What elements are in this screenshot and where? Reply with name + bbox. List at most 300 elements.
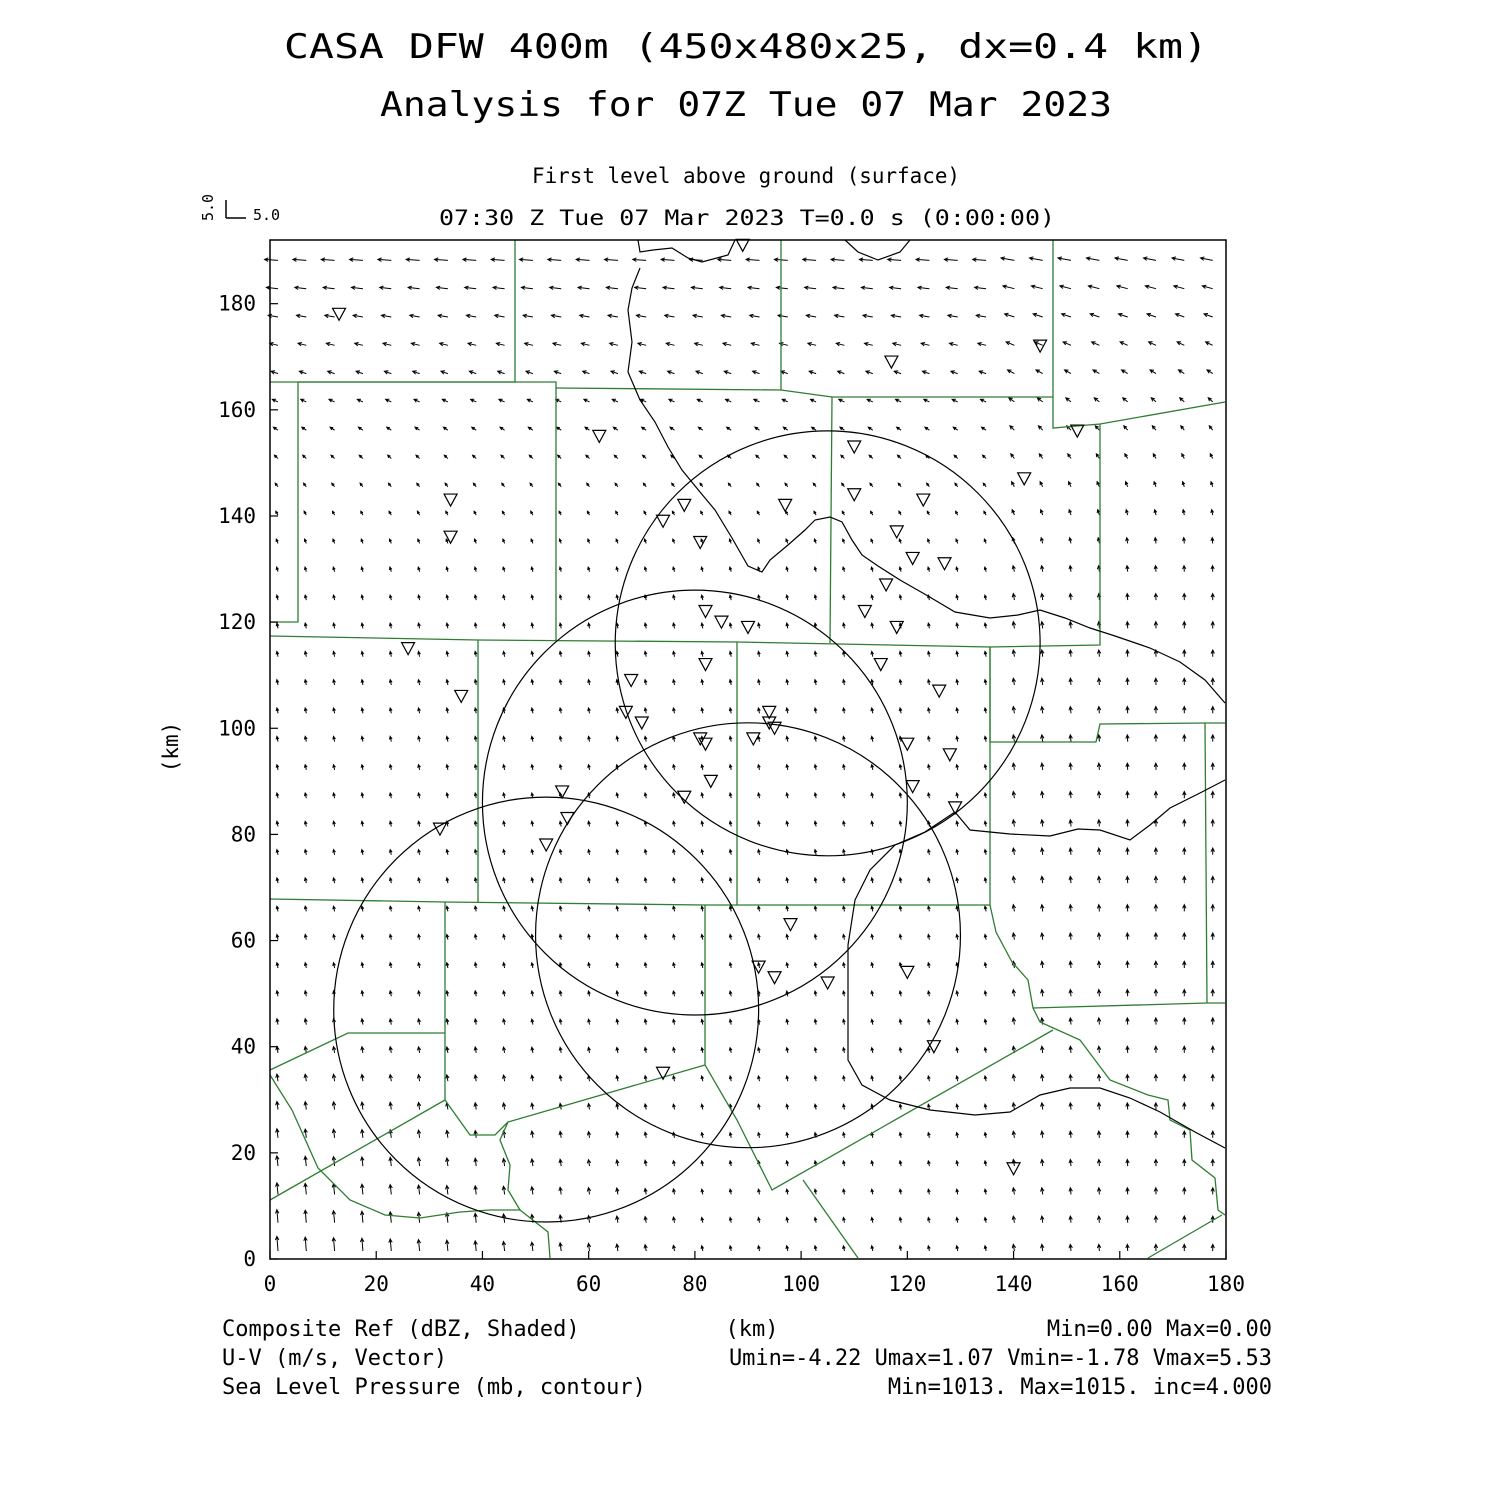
wind-vector [928, 623, 931, 628]
wind-vector [891, 314, 901, 318]
wind-vector [954, 455, 958, 458]
county-line [803, 1180, 858, 1258]
wind-vector [499, 399, 505, 402]
wind-vector [1094, 398, 1099, 402]
wind-vector [673, 906, 676, 911]
pressure-contour [628, 268, 1225, 703]
wind-vector [726, 399, 732, 402]
wind-vector [531, 651, 534, 656]
wind-vector [644, 1160, 647, 1166]
wind-vector [295, 286, 307, 289]
wind-vector [588, 1019, 591, 1024]
wind-vector [751, 343, 759, 346]
wind-vector [1010, 426, 1015, 430]
wind-vector [786, 1246, 789, 1251]
wind-vector [1154, 876, 1157, 883]
wind-vector [389, 623, 392, 628]
wind-vector [333, 906, 336, 911]
x-tick-label: 100 [782, 1272, 821, 1296]
wind-vector [503, 623, 506, 628]
wind-vector [276, 991, 279, 997]
wind-vector [387, 427, 392, 430]
station-marker [784, 919, 797, 931]
wind-vector [979, 371, 986, 374]
wind-vector [1012, 1131, 1015, 1138]
wind-vector [1154, 933, 1157, 940]
wind-vector [384, 371, 391, 374]
wind-vector [786, 1133, 789, 1138]
wind-vector [1069, 1160, 1072, 1167]
station-marker [694, 537, 707, 549]
wind-vector [1211, 876, 1214, 883]
wind-vector [956, 1076, 959, 1081]
wind-vector [701, 1218, 704, 1223]
wind-vector [446, 1130, 450, 1137]
wind-vector [644, 935, 647, 940]
wind-vector [644, 1019, 647, 1024]
wind-vector [531, 1047, 534, 1053]
wind-vector [1097, 876, 1100, 883]
wind-vector [729, 935, 732, 940]
wind-vector [361, 736, 364, 741]
wind-vector [495, 314, 505, 318]
wind-vector [332, 1238, 336, 1251]
wind-vector [871, 595, 874, 600]
wind-vector [276, 1156, 280, 1166]
county-line [830, 397, 832, 643]
wind-vector [806, 314, 816, 318]
wind-vector [928, 680, 931, 685]
wind-vector [984, 511, 986, 515]
wind-vector [502, 511, 504, 515]
wind-vector [1041, 876, 1044, 883]
wind-vector [587, 1216, 590, 1223]
x-tick-label: 20 [363, 1272, 389, 1296]
wind-vector [1096, 454, 1099, 459]
wind-vector [899, 935, 902, 940]
wind-vector [503, 595, 506, 600]
wind-vector [928, 708, 931, 713]
wind-vector [1069, 707, 1072, 714]
wind-vector [1041, 1188, 1044, 1195]
wind-vector [414, 399, 420, 402]
wind-vector [729, 1161, 732, 1166]
wind-vector [899, 765, 902, 770]
county-line [270, 1033, 445, 1070]
wind-vector [1154, 848, 1157, 855]
wind-vector [503, 651, 506, 656]
wind-vector [899, 1076, 902, 1081]
wind-vector [576, 258, 589, 262]
wind-vector [521, 286, 533, 289]
wind-vector [644, 1048, 647, 1053]
wind-vector [1183, 905, 1186, 912]
wind-vector [899, 1218, 902, 1223]
wind-vector [871, 935, 874, 940]
wind-vector [897, 427, 902, 430]
wind-vector [843, 680, 846, 685]
wind-vector [1211, 1018, 1214, 1025]
wind-vector [616, 1048, 619, 1053]
wind-vector [691, 286, 703, 289]
wind-vector [843, 623, 846, 628]
wind-vector [1126, 566, 1129, 572]
wind-vector [701, 1104, 704, 1109]
wind-vector [786, 1076, 789, 1081]
station-marker [906, 781, 919, 793]
wind-vector [723, 343, 731, 346]
wind-vector [814, 680, 817, 685]
wind-vector [1033, 313, 1043, 317]
wind-vector [616, 1076, 619, 1082]
wind-vector [1183, 1018, 1186, 1025]
wind-vector [1126, 538, 1129, 544]
wind-vector [1154, 1216, 1157, 1223]
range-ring [334, 797, 759, 1222]
wind-vector [1092, 342, 1100, 346]
wind-vector [956, 539, 958, 543]
wind-vector [1154, 1244, 1157, 1251]
wind-vector [1211, 933, 1214, 940]
wind-vector [786, 708, 789, 713]
wind-vector [328, 371, 335, 374]
county-line [298, 382, 556, 640]
wind-vector [928, 878, 931, 883]
wind-vector [701, 651, 704, 656]
wind-vector [701, 1133, 704, 1138]
wind-vector [1183, 566, 1186, 572]
wind-vector [729, 651, 732, 656]
wind-vector [1126, 1075, 1129, 1082]
wind-vector [1065, 370, 1072, 374]
wind-vector [503, 821, 506, 826]
wind-vector [496, 343, 504, 346]
wind-vector [984, 1076, 987, 1081]
wind-vector [843, 821, 846, 826]
wind-vector [531, 1131, 534, 1138]
wind-vector [1154, 482, 1157, 487]
wind-vector [588, 935, 591, 940]
wind-vector [474, 963, 477, 968]
wind-vector [1126, 990, 1129, 997]
wind-vector [814, 595, 817, 600]
vector-scale-u-label: 5.0 [253, 206, 281, 224]
wind-vector [1012, 1075, 1015, 1082]
wind-vector [389, 539, 391, 543]
wind-vector [325, 314, 335, 318]
wind-vector [304, 511, 306, 515]
wind-vector [928, 991, 931, 996]
wind-vector [361, 539, 363, 543]
wind-vector [758, 1246, 761, 1251]
wind-vector [588, 821, 591, 826]
wind-vector [871, 736, 874, 741]
wind-vector [898, 483, 901, 487]
wind-vector [616, 651, 619, 656]
wind-vector [444, 455, 448, 458]
wind-vector [588, 906, 591, 911]
wind-vector [446, 1186, 450, 1195]
wind-vector [361, 708, 364, 713]
wind-vector [304, 1102, 307, 1110]
wind-vector [1090, 313, 1099, 317]
wind-vector [389, 850, 392, 855]
wind-vector [701, 821, 704, 826]
wind-vector [531, 878, 534, 883]
wind-vector [389, 483, 392, 487]
wind-vector [1183, 820, 1186, 827]
wind-vector [786, 1218, 789, 1223]
wind-vector [389, 1102, 392, 1109]
wind-vector [956, 1246, 959, 1251]
vector-scale-v-label: 5.0 [199, 193, 217, 221]
wind-vector [276, 595, 279, 600]
wind-vector [1069, 482, 1072, 487]
wind-vector [361, 991, 364, 997]
wind-vector [928, 736, 931, 741]
wind-vector [361, 878, 364, 883]
wind-vector [984, 765, 987, 770]
wind-vector [983, 483, 986, 487]
wind-vector [418, 539, 420, 543]
wind-vector [944, 258, 957, 262]
wind-vector [673, 935, 676, 940]
wind-vector [1058, 257, 1071, 261]
wind-vector [1069, 1244, 1072, 1251]
wind-vector [275, 1236, 279, 1251]
wind-vector [1038, 426, 1042, 430]
y-axis [218, 292, 278, 1271]
wind-vector [831, 258, 844, 262]
wind-vector [956, 680, 959, 685]
wind-vector [406, 258, 419, 262]
wind-vector [899, 539, 901, 543]
wind-vector [786, 511, 788, 515]
wind-vector [899, 1048, 902, 1053]
wind-vector [729, 623, 732, 628]
wind-vector [559, 765, 562, 770]
wind-vector [814, 963, 817, 968]
wind-vector [332, 1074, 335, 1081]
wind-vector [1126, 763, 1129, 770]
wind-vector [1012, 566, 1015, 572]
wind-vector [361, 1019, 364, 1025]
wind-vector [673, 1245, 676, 1251]
wind-vector [670, 427, 675, 430]
wind-vector [442, 399, 448, 402]
wind-vector [1126, 876, 1129, 883]
wind-vector [724, 371, 731, 374]
wind-vector [871, 708, 874, 713]
wind-vector [1069, 848, 1072, 855]
wind-vector [474, 878, 477, 883]
wind-vector [1069, 594, 1072, 601]
wind-vector [361, 765, 364, 770]
wind-vector [1097, 905, 1100, 912]
wind-vector [418, 708, 421, 713]
wind-vector [1008, 370, 1015, 374]
wind-vector [696, 371, 703, 374]
wind-vector [446, 850, 449, 855]
wind-vector [642, 427, 647, 430]
wind-vector [531, 991, 534, 996]
wind-vector [531, 736, 534, 741]
wind-vector [1069, 566, 1072, 572]
wind-vector [304, 1210, 308, 1222]
wind-vector [503, 850, 506, 855]
wind-vector [531, 963, 534, 968]
wind-vector [636, 314, 646, 318]
wind-vector [333, 963, 336, 968]
wind-vector [899, 680, 902, 685]
wind-vector [814, 708, 817, 713]
station-marker [455, 690, 468, 702]
wind-vector [1183, 735, 1186, 742]
wind-vector [843, 1161, 846, 1166]
wind-vector [729, 567, 732, 572]
wind-vector [1154, 990, 1157, 997]
wind-vector [928, 850, 931, 855]
wind-vector [729, 708, 732, 713]
wind-vector [474, 539, 476, 543]
wind-vector [463, 258, 476, 262]
wind-vector [984, 651, 987, 656]
wind-vector [333, 821, 336, 826]
wind-vector [814, 1048, 817, 1053]
wind-vector [758, 1189, 761, 1194]
wind-vector [729, 765, 732, 770]
wind-vector [276, 1047, 279, 1053]
wind-vector [332, 1102, 336, 1110]
wind-vector [1097, 763, 1100, 770]
wind-vector [956, 878, 959, 883]
county-line [270, 240, 515, 382]
wind-vector [333, 680, 336, 685]
wind-vector [503, 539, 505, 543]
wind-vector [1126, 1216, 1129, 1223]
wind-vector [389, 651, 392, 656]
wind-vector [531, 765, 534, 770]
wind-vector [333, 511, 335, 515]
wind-vector [758, 1133, 761, 1138]
wind-vector [1126, 1188, 1129, 1195]
wind-vector [890, 286, 902, 289]
wind-vector [559, 680, 562, 685]
wind-vector [474, 1131, 477, 1138]
wind-vector [756, 455, 760, 458]
wind-vector [1012, 990, 1015, 997]
wind-vector [265, 258, 278, 262]
station-marker [333, 308, 346, 320]
wind-vector [786, 1048, 789, 1053]
x-tick-label: 80 [682, 1272, 708, 1296]
wind-vector [928, 1189, 931, 1194]
wind-vector [1069, 538, 1072, 544]
wind-vector [952, 399, 958, 402]
wind-vector [558, 483, 561, 487]
wind-vector [446, 991, 449, 996]
wind-vector [982, 427, 987, 430]
wind-vector [953, 427, 958, 430]
wind-vector [814, 1104, 817, 1109]
wind-vector [333, 793, 336, 798]
wind-vector [701, 963, 704, 968]
wind-vector [1211, 594, 1214, 601]
wind-vector [673, 1076, 676, 1081]
wind-vector [383, 343, 391, 346]
wind-vector [550, 286, 562, 289]
wind-vector [754, 399, 760, 402]
wind-vector [776, 286, 788, 289]
wind-vector [304, 906, 307, 911]
wind-vector [814, 1076, 817, 1081]
wind-vector [493, 286, 505, 289]
wind-vector [750, 314, 760, 318]
wind-vector [503, 1047, 506, 1053]
wind-vector [899, 1161, 902, 1166]
wind-vector [673, 991, 676, 996]
wind-vector [843, 765, 846, 770]
wind-vector [729, 1019, 732, 1024]
wind-vector [559, 935, 562, 940]
wind-vector [446, 935, 449, 940]
plot-frame [270, 240, 1226, 1259]
wind-vector [361, 1075, 364, 1082]
wind-vector [559, 1075, 562, 1081]
wind-vector [1126, 707, 1129, 714]
wind-vector [356, 371, 363, 374]
station-marker [736, 239, 749, 251]
wind-vector [417, 1130, 420, 1138]
wind-vector [729, 878, 732, 883]
wind-vector [758, 963, 761, 968]
wind-vector [758, 1218, 761, 1223]
wind-vector [1209, 426, 1212, 430]
station-marker [874, 659, 887, 671]
wind-vector [661, 258, 674, 262]
wind-vector [1069, 1103, 1072, 1110]
wind-vector [843, 1104, 846, 1109]
station-marker [699, 606, 712, 618]
wind-vector [928, 793, 931, 798]
wind-vector [1069, 763, 1072, 770]
wind-vector [899, 708, 902, 713]
station-marker [556, 786, 569, 798]
wind-vector [588, 567, 590, 572]
wind-vector [361, 1130, 365, 1138]
wind-vector [272, 399, 278, 402]
wind-vector [276, 878, 279, 883]
wind-vector [838, 371, 845, 374]
wind-vector [503, 1075, 506, 1081]
wind-vector [531, 623, 534, 628]
wind-vector [418, 963, 421, 968]
wind-vector [843, 539, 845, 543]
wind-vector [871, 651, 874, 656]
wind-vector [984, 991, 987, 996]
wind-vector [276, 821, 279, 826]
wind-vector [1041, 1046, 1044, 1053]
wind-vector [473, 455, 477, 458]
wind-vector [587, 1160, 590, 1166]
wind-vector [531, 567, 533, 572]
wind-vector [870, 483, 873, 487]
wind-vector [984, 1048, 987, 1053]
wind-vector [635, 286, 647, 289]
wind-vector [389, 1185, 393, 1195]
wind-vector [956, 708, 959, 713]
wind-vector [616, 963, 619, 968]
